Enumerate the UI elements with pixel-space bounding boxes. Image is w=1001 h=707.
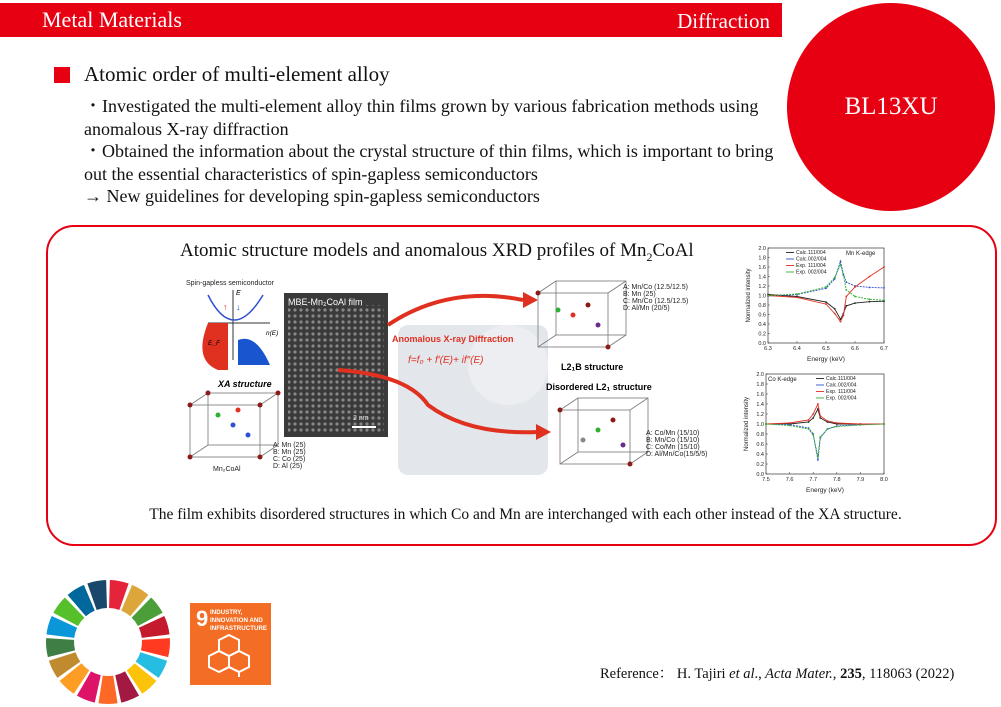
- legend-label: Calc.111/004: [796, 250, 826, 256]
- x-tick-label: 6.7: [880, 346, 888, 352]
- l21b-label: L2₁B structure: [561, 362, 624, 372]
- y-tick-label: 1.0: [756, 422, 764, 428]
- data-point: [869, 298, 871, 300]
- disordered-label: Disordered L2₁ structure: [546, 382, 652, 392]
- dos-diagram: [202, 290, 278, 370]
- reference: Reference： H. Tajiri et al., Acta Mater., 235, 118063 (2022): [600, 666, 955, 682]
- y-tick-label: 0.8: [756, 432, 764, 438]
- x-tick-label: 7.6: [785, 477, 794, 483]
- y-tick-label: 0.6: [758, 312, 766, 319]
- disordered-crystal-cube: [560, 398, 648, 464]
- legend-label: Exp. 002/004: [826, 395, 857, 402]
- data-point: [812, 417, 814, 419]
- y-tick-label: 0.2: [758, 331, 766, 338]
- data-point: [819, 436, 821, 438]
- data-point: [834, 308, 836, 310]
- mn2coal-label: Mn₂CoAl: [213, 466, 241, 473]
- dis-site-d: D: Al/Mn/Co(15/5/5): [646, 451, 708, 458]
- dis-site-c: C: Co/Mn (15/10): [646, 444, 700, 451]
- data-point: [845, 281, 847, 283]
- data-point: [854, 296, 856, 298]
- x-tick-label: 6.5: [822, 346, 830, 352]
- x-tick-label: 7.9: [856, 477, 865, 483]
- data-point: [767, 295, 769, 297]
- l21b-site-c: C: Mn/Co (12.5/12.5): [623, 298, 689, 305]
- data-point: [869, 301, 871, 303]
- data-point: [840, 260, 842, 262]
- l21b-site-a: A: Mn/Co (12.5/12.5): [623, 284, 688, 291]
- y-tick-label: 0.0: [758, 341, 766, 347]
- square-bullet-icon: [54, 67, 70, 83]
- y-axis-label: Normalized intensity: [746, 268, 752, 323]
- y-tick-label: 1.6: [758, 265, 766, 271]
- header-bar: [0, 3, 782, 37]
- legend-label: Exp. 111/004: [796, 263, 826, 269]
- y-tick-label: 1.2: [758, 284, 766, 290]
- data-point: [869, 276, 871, 278]
- data-point: [843, 275, 845, 277]
- data-point: [765, 423, 767, 425]
- data-point: [883, 299, 885, 301]
- y-tick-label: 1.2: [756, 412, 764, 418]
- y-tick-label: 1.0: [758, 293, 766, 300]
- bullet-list: [84, 95, 774, 208]
- data-point: [817, 456, 819, 458]
- svg-text:↑: ↑: [223, 302, 228, 312]
- data-point: [845, 296, 847, 298]
- data-point: [840, 264, 842, 266]
- data-point: [845, 305, 847, 307]
- section-heading: [54, 62, 390, 87]
- data-point: [845, 289, 847, 291]
- bullet-item: ・Investigated the multi-element alloy thin films grown by various fabrication methods using anomalous X-ray diffraction: [84, 96, 759, 139]
- axis-ne-label: n(E): [266, 330, 279, 337]
- data-point: [789, 425, 791, 427]
- y-axis-label: Normalized intensity: [744, 396, 750, 452]
- svg-text:↓: ↓: [236, 302, 241, 312]
- sdg-wheel-icon: [44, 578, 172, 706]
- bullet-item: → New guidelines for developing spin-gapless semiconductors: [84, 186, 540, 206]
- data-point: [836, 426, 838, 428]
- data-point: [840, 321, 842, 323]
- dis-site-a: A: Co/Mn (15/10): [646, 430, 700, 437]
- data-point: [869, 287, 871, 289]
- xa-site-b: B: Mn (25): [273, 449, 306, 456]
- x-tick-label: 6.4: [793, 346, 801, 352]
- x-tick-label: 6.6: [851, 346, 859, 352]
- legend-label: Calc.111/004: [826, 376, 856, 382]
- legend-label: Exp. 111/004: [826, 389, 856, 395]
- data-point: [883, 266, 885, 268]
- y-tick-label: 0.2: [756, 462, 764, 468]
- diffractometer-graphic: [398, 325, 548, 475]
- y-tick-label: 2.0: [756, 372, 764, 378]
- data-point: [825, 303, 827, 305]
- data-point: [808, 419, 810, 421]
- y-tick-label: 1.8: [758, 255, 766, 262]
- y-tick-label: 0.4: [758, 322, 766, 328]
- y-tick-label: 1.6: [756, 392, 764, 398]
- mbe-label: MBE-Mn₂CoAl film: [288, 297, 363, 307]
- data-point: [860, 424, 862, 426]
- data-point: [826, 428, 828, 430]
- disordered-atoms: [558, 408, 633, 467]
- edge-label: Mn K-edge: [846, 251, 876, 257]
- figure-caption: The film exhibits disordered structures in which Co and Mn are interchanged with each other instead of the XA structure.: [149, 506, 902, 523]
- data-point: [796, 297, 798, 299]
- y-tick-label: 1.4: [756, 402, 764, 408]
- mn-kedge-chart: [742, 242, 892, 367]
- legend-label: Calc.002/004: [796, 256, 827, 263]
- y-tick-label: 0.0: [756, 472, 764, 478]
- sdg9-tile: [190, 603, 271, 685]
- data-point: [819, 415, 821, 417]
- x-axis-label: Energy (keV): [807, 356, 845, 363]
- xa-site-a: A: Mn (25): [273, 442, 306, 449]
- stem-lattice: [288, 305, 384, 433]
- category-title: Metal Materials: [42, 7, 182, 32]
- data-point: [817, 459, 819, 461]
- data-point: [854, 302, 856, 304]
- sdg9-label: INDUSTRY, INNOVATION AND INFRASTRUCTURE: [210, 609, 268, 632]
- y-tick-label: 0.4: [756, 452, 764, 458]
- data-point: [834, 313, 836, 315]
- dis-site-b: B: Mn/Co (15/10): [646, 437, 700, 444]
- data-point: [826, 420, 828, 422]
- l21b-site-b: B: Mn (25): [623, 291, 656, 298]
- legend-label: Calc.002/004: [826, 382, 857, 389]
- data-point: [825, 286, 827, 288]
- y-tick-label: 0.6: [756, 442, 764, 448]
- data-point: [854, 286, 856, 288]
- figure-title: Atomic structure models and anomalous XRD profiles of $Mn_2CoAl$: [180, 240, 694, 264]
- structure-illustration: [178, 265, 738, 480]
- xa-site-d: D: Al (25): [273, 463, 303, 470]
- data-point: [834, 277, 836, 279]
- axis-ef-label: E_F: [208, 340, 220, 347]
- method-title: Diffraction: [677, 9, 770, 33]
- xa-site-c: C: Co (25): [273, 456, 306, 463]
- wheel-segment: [98, 676, 117, 704]
- x-tick-label: 7.8: [832, 477, 841, 483]
- edge-label: Co K-edge: [768, 377, 797, 383]
- data-point: [883, 423, 885, 425]
- data-point: [796, 293, 798, 295]
- beamline-badge: BL13XU: [787, 3, 995, 211]
- xa-structure-label: XA structure: [218, 379, 272, 389]
- l21b-crystal-cube: [538, 281, 626, 347]
- x-axis-label: Energy (keV): [806, 487, 844, 494]
- x-tick-label: 7.5: [762, 477, 770, 483]
- axd-label: Anomalous X-ray Diffraction: [392, 334, 514, 344]
- sdg9-number: 9: [196, 606, 209, 631]
- co-kedge-chart: [740, 368, 892, 498]
- formula-label: f=f₀ + f′(E)+ if″(E): [408, 355, 484, 366]
- bullet-item: ・Obtained the information about the crystal structure of thin films, which is important to bring out the essential characteristics of spin-gapless semiconductors: [84, 141, 774, 184]
- data-point: [808, 428, 810, 430]
- data-point: [883, 287, 885, 289]
- data-point: [812, 434, 814, 436]
- legend-label: Exp. 002/004: [796, 269, 827, 276]
- data-point: [836, 422, 838, 424]
- axis-e-label: E: [236, 290, 241, 297]
- arrow-up: [388, 296, 523, 325]
- x-tick-label: 7.7: [809, 477, 818, 483]
- data-point: [808, 421, 810, 423]
- y-tick-label: 1.8: [756, 382, 764, 388]
- sgs-label: Spin-gapless semiconductor: [186, 280, 274, 287]
- l21b-site-d: D: Al/Mn (20/5): [623, 305, 670, 312]
- y-tick-label: 1.4: [758, 274, 766, 281]
- data-point: [789, 422, 791, 424]
- x-tick-label: 6.3: [764, 346, 772, 352]
- x-tick-label: 8.0: [880, 477, 888, 483]
- y-tick-label: 2.0: [758, 246, 766, 252]
- data-point: [812, 413, 814, 415]
- y-tick-label: 0.8: [758, 303, 766, 309]
- data-point: [817, 403, 819, 405]
- data-point: [843, 315, 845, 317]
- data-point: [819, 417, 821, 419]
- cubes-icon: [204, 633, 254, 679]
- data-point: [825, 301, 827, 303]
- scale-bar-label: 2 nm: [353, 415, 369, 422]
- section-title: Atomic order of multi-element alloy: [84, 62, 390, 86]
